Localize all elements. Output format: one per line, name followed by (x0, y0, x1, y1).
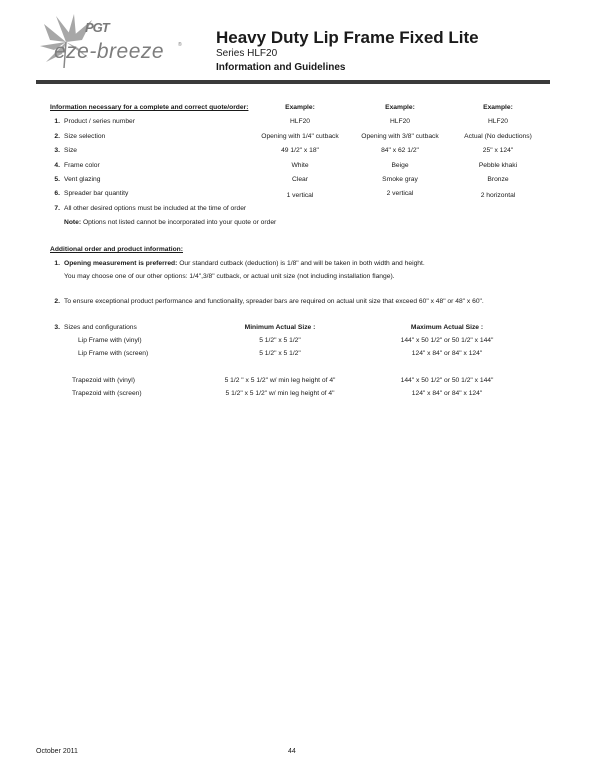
additional-heading: Additional order and product information: (50, 246, 183, 253)
row-example-2: 2 vertical (386, 190, 414, 197)
row-label: Spreader bar quantity (64, 190, 129, 197)
page-number: 44 (288, 748, 296, 755)
logo-brand-text: eze-breeze (54, 40, 165, 63)
row-example-3: 2 horizontal (480, 192, 516, 199)
row-label: Frame color (64, 162, 100, 169)
row-example-2: 84" x 62 1/2" (381, 147, 419, 154)
row-example-3: Actual (No deductions) (464, 133, 532, 140)
row-example-3: HLF20 (487, 118, 509, 125)
row-number: 7. (54, 205, 60, 212)
row-number: 5. (54, 176, 60, 183)
row-label: All other desired options must be included at the time of order (64, 205, 247, 212)
item-1-text (64, 260, 425, 268)
item-1-line2: You may choose one of our other options: 1/4",3/8" cutback, or actual unit size (not including installation flange). (64, 273, 395, 280)
series-label: Series HLF20 (216, 48, 278, 59)
row-example-1: 49 1/2" x 18" (281, 147, 319, 154)
item-3-label: Sizes and configurations (64, 324, 137, 331)
note-text: Options not listed cannot be incorporated into your quote or order (81, 219, 277, 226)
row-example-2: Beige (391, 162, 409, 169)
size-min: 5 1/2" x 5 1/2" (259, 350, 301, 357)
page-title: Heavy Duty Lip Frame Fixed Lite (216, 28, 479, 47)
row-number: 4. (54, 162, 60, 169)
item-number: 1. (54, 260, 60, 267)
row-example-1: 1 vertical (286, 192, 314, 199)
item-number: 3. (54, 324, 60, 331)
size-max: 144" x 50 1/2" or 50 1/2" x 144" (400, 377, 494, 384)
size-label: Lip Frame with (vinyl) (78, 337, 142, 344)
row-number: 3. (54, 147, 60, 154)
row-example-3: Bronze (487, 176, 509, 183)
size-label: Lip Frame with (screen) (78, 350, 149, 357)
row-example-1: White (291, 162, 309, 169)
info-heading: Information necessary for a complete and correct quote/order: (50, 104, 249, 111)
row-label: Vent glazing (64, 176, 101, 183)
row-number: 1. (54, 118, 60, 125)
size-max: 124" x 84" or 84" x 124" (411, 390, 483, 397)
example-header-1: Example: (285, 104, 315, 111)
row-example-2: Smoke gray (382, 176, 418, 183)
item-2-text: To ensure exceptional product performance and functionality, spreader bars are required on actual unit size that exceed 60" x 48" or 48" x 60". (64, 298, 484, 305)
size-min: 5 1/2" x 5 1/2" (259, 337, 301, 344)
size-label: Trapezoid with (screen) (72, 390, 142, 397)
item-number: 2. (54, 298, 60, 305)
min-size-header: Minimum Actual Size : (244, 324, 316, 331)
company-logo (36, 10, 186, 70)
size-min: 5 1/2" x 5 1/2" w/ min leg height of 4" (225, 390, 335, 397)
note (64, 219, 276, 227)
note-label: Note: (64, 219, 82, 226)
row-label: Product / series number (64, 118, 135, 125)
logo-pgt-text: PGT (85, 20, 109, 35)
row-example-2: HLF20 (389, 118, 411, 125)
size-max: 124" x 84" or 84" x 124" (411, 350, 483, 357)
size-max: 144" x 50 1/2" or 50 1/2" x 144" (400, 337, 494, 344)
logo-registered-mark: ® (178, 42, 182, 48)
row-example-1: Opening with 1/4" cutback (261, 133, 339, 140)
row-example-2: Opening with 3/8" cutback (361, 133, 439, 140)
page-subtitle: Information and Guidelines (216, 62, 346, 73)
row-number: 2. (54, 133, 60, 140)
row-label: Size (64, 147, 78, 154)
row-number: 6. (54, 190, 60, 197)
max-size-header: Maximum Actual Size : (410, 324, 484, 331)
example-header-3: Example: (483, 104, 513, 111)
row-label: Size selection (64, 133, 106, 140)
size-label: Trapezoid with (vinyl) (72, 377, 135, 384)
row-example-1: HLF20 (289, 118, 311, 125)
row-example-3: Pebble khaki (478, 162, 518, 169)
header-divider (36, 80, 550, 84)
item-1-bold: Opening measurement is preferred: (64, 260, 178, 267)
row-example-1: Clear (292, 176, 308, 183)
item-1-body: Our standard cutback (deduction) is 1/8" and will be taken in both width and height. (177, 260, 425, 267)
example-header-2: Example: (385, 104, 415, 111)
row-example-3: 25" x 124" (482, 147, 514, 154)
size-min: 5 1/2 " x 5 1/2" w/ min leg height of 4" (224, 377, 336, 384)
footer-date: October 2011 (36, 748, 78, 755)
